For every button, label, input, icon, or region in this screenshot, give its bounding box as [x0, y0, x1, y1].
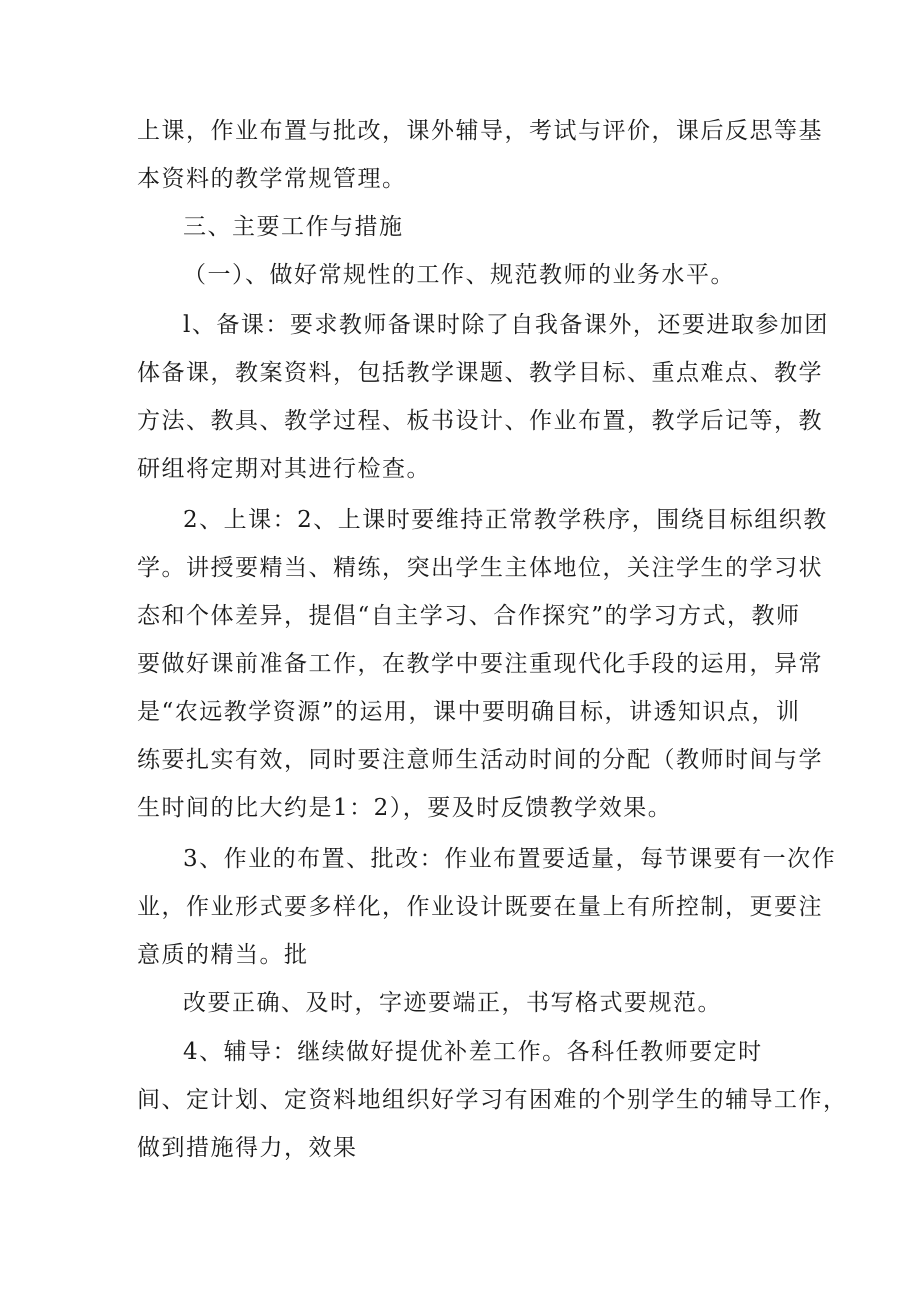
text-line: 生时间的比大约是1：2），要及时反馈教学效果。 — [137, 795, 673, 821]
text-line: 间、定计划、定资料地组织好学习有困难的个别学生的辅导工作， — [137, 1087, 848, 1113]
text-line: 业，作业形式要多样化，作业设计既要在量上有所控制，更要注 — [137, 894, 823, 920]
section-heading: 三、主要工作与措施 — [183, 214, 404, 240]
text-line: 研组将定期对其进行检查。 — [137, 456, 431, 482]
text-line: l、备课：要求教师备课时除了自我备课外，还要进取参加团 — [183, 312, 829, 338]
text-line: 要做好课前准备工作，在教学中要注重现代化手段的运用，异常 — [137, 651, 823, 677]
text-line: 学。讲授要精当、精练，突出学生主体地位，关注学生的学习状 — [137, 555, 823, 581]
text-line: 改要正确、及时，字迹要端正，书写格式要规范。 — [183, 990, 722, 1016]
text-line: 3、作业的布置、批改：作业布置要适量，每节课要有一次作 — [183, 846, 837, 872]
text-line: 本资料的教学常规管理。 — [137, 166, 407, 192]
text-line: 上课，作业布置与批改，课外辅导，考试与评价，课后反思等基 — [137, 118, 823, 144]
text-line: 体备课，教案资料，包括教学课题、教学目标、重点难点、教学 — [137, 360, 823, 386]
text-line: 是“农远教学资源”的运用，课中要明确目标，讲透知识点，训 — [137, 699, 801, 725]
text-line: 做到措施得力，效果 — [137, 1135, 358, 1161]
text-line: 2、上课：2、上课时要维持正常教学秩序，围绕目标组织教 — [183, 507, 828, 533]
text-line: 练要扎实有效，同时要注意师生活动时间的分配（教师时间与学 — [137, 747, 823, 773]
text-line: 方法、教具、教学过程、板书设计、作业布置，教学后记等，教 — [137, 408, 823, 434]
subsection-heading: （一）、做好常规性的工作、规范教师的业务水平。 — [183, 262, 735, 288]
text-line: 4、辅导：继续做好提优补差工作。各科任教师要定时 — [183, 1039, 763, 1065]
text-line: 态和个体差异，提倡“自主学习、合作探究”的学习方式，教师 — [137, 603, 801, 629]
text-line: 意质的精当。批 — [137, 942, 309, 968]
